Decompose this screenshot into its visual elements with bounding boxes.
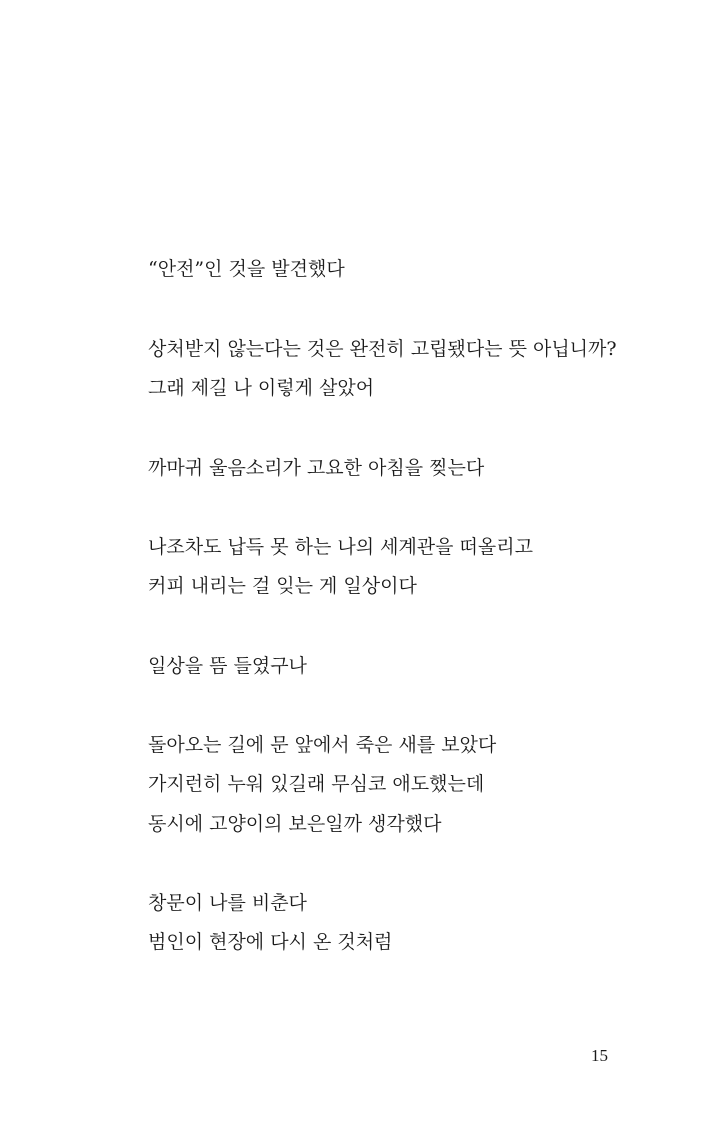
page-number: 15 bbox=[591, 1046, 608, 1065]
poem-line-11: 창문이 나를 비춘다 bbox=[148, 892, 307, 914]
poem-line-7: 일상을 뜸 들였구나 bbox=[148, 655, 307, 677]
poem-line-6: 커피 내리는 걸 잊는 게 일상이다 bbox=[148, 575, 417, 597]
poem-line-10: 동시에 고양이의 보은일까 생각했다 bbox=[148, 813, 442, 835]
poem-line-2: 상처받지 않는다는 것은 완전히 고립됐다는 뜻 아닙니까? bbox=[148, 338, 617, 360]
poem-line-5: 나조차도 납득 못 하는 나의 세계관을 떠올리고 bbox=[148, 536, 533, 558]
poem-line-1: “안전”인 것을 발견했다 bbox=[148, 258, 345, 280]
poem-line-8: 돌아오는 길에 문 앞에서 죽은 새를 보았다 bbox=[148, 734, 497, 756]
poem-line-4: 까마귀 울음소리가 고요한 아침을 찢는다 bbox=[148, 457, 485, 479]
poem-line-12: 범인이 현장에 다시 온 것처럼 bbox=[148, 931, 393, 953]
poem-line-9: 가지런히 누워 있길래 무심코 애도했는데 bbox=[148, 773, 485, 795]
poem-line-3: 그래 제길 나 이렇게 살았어 bbox=[148, 377, 375, 399]
